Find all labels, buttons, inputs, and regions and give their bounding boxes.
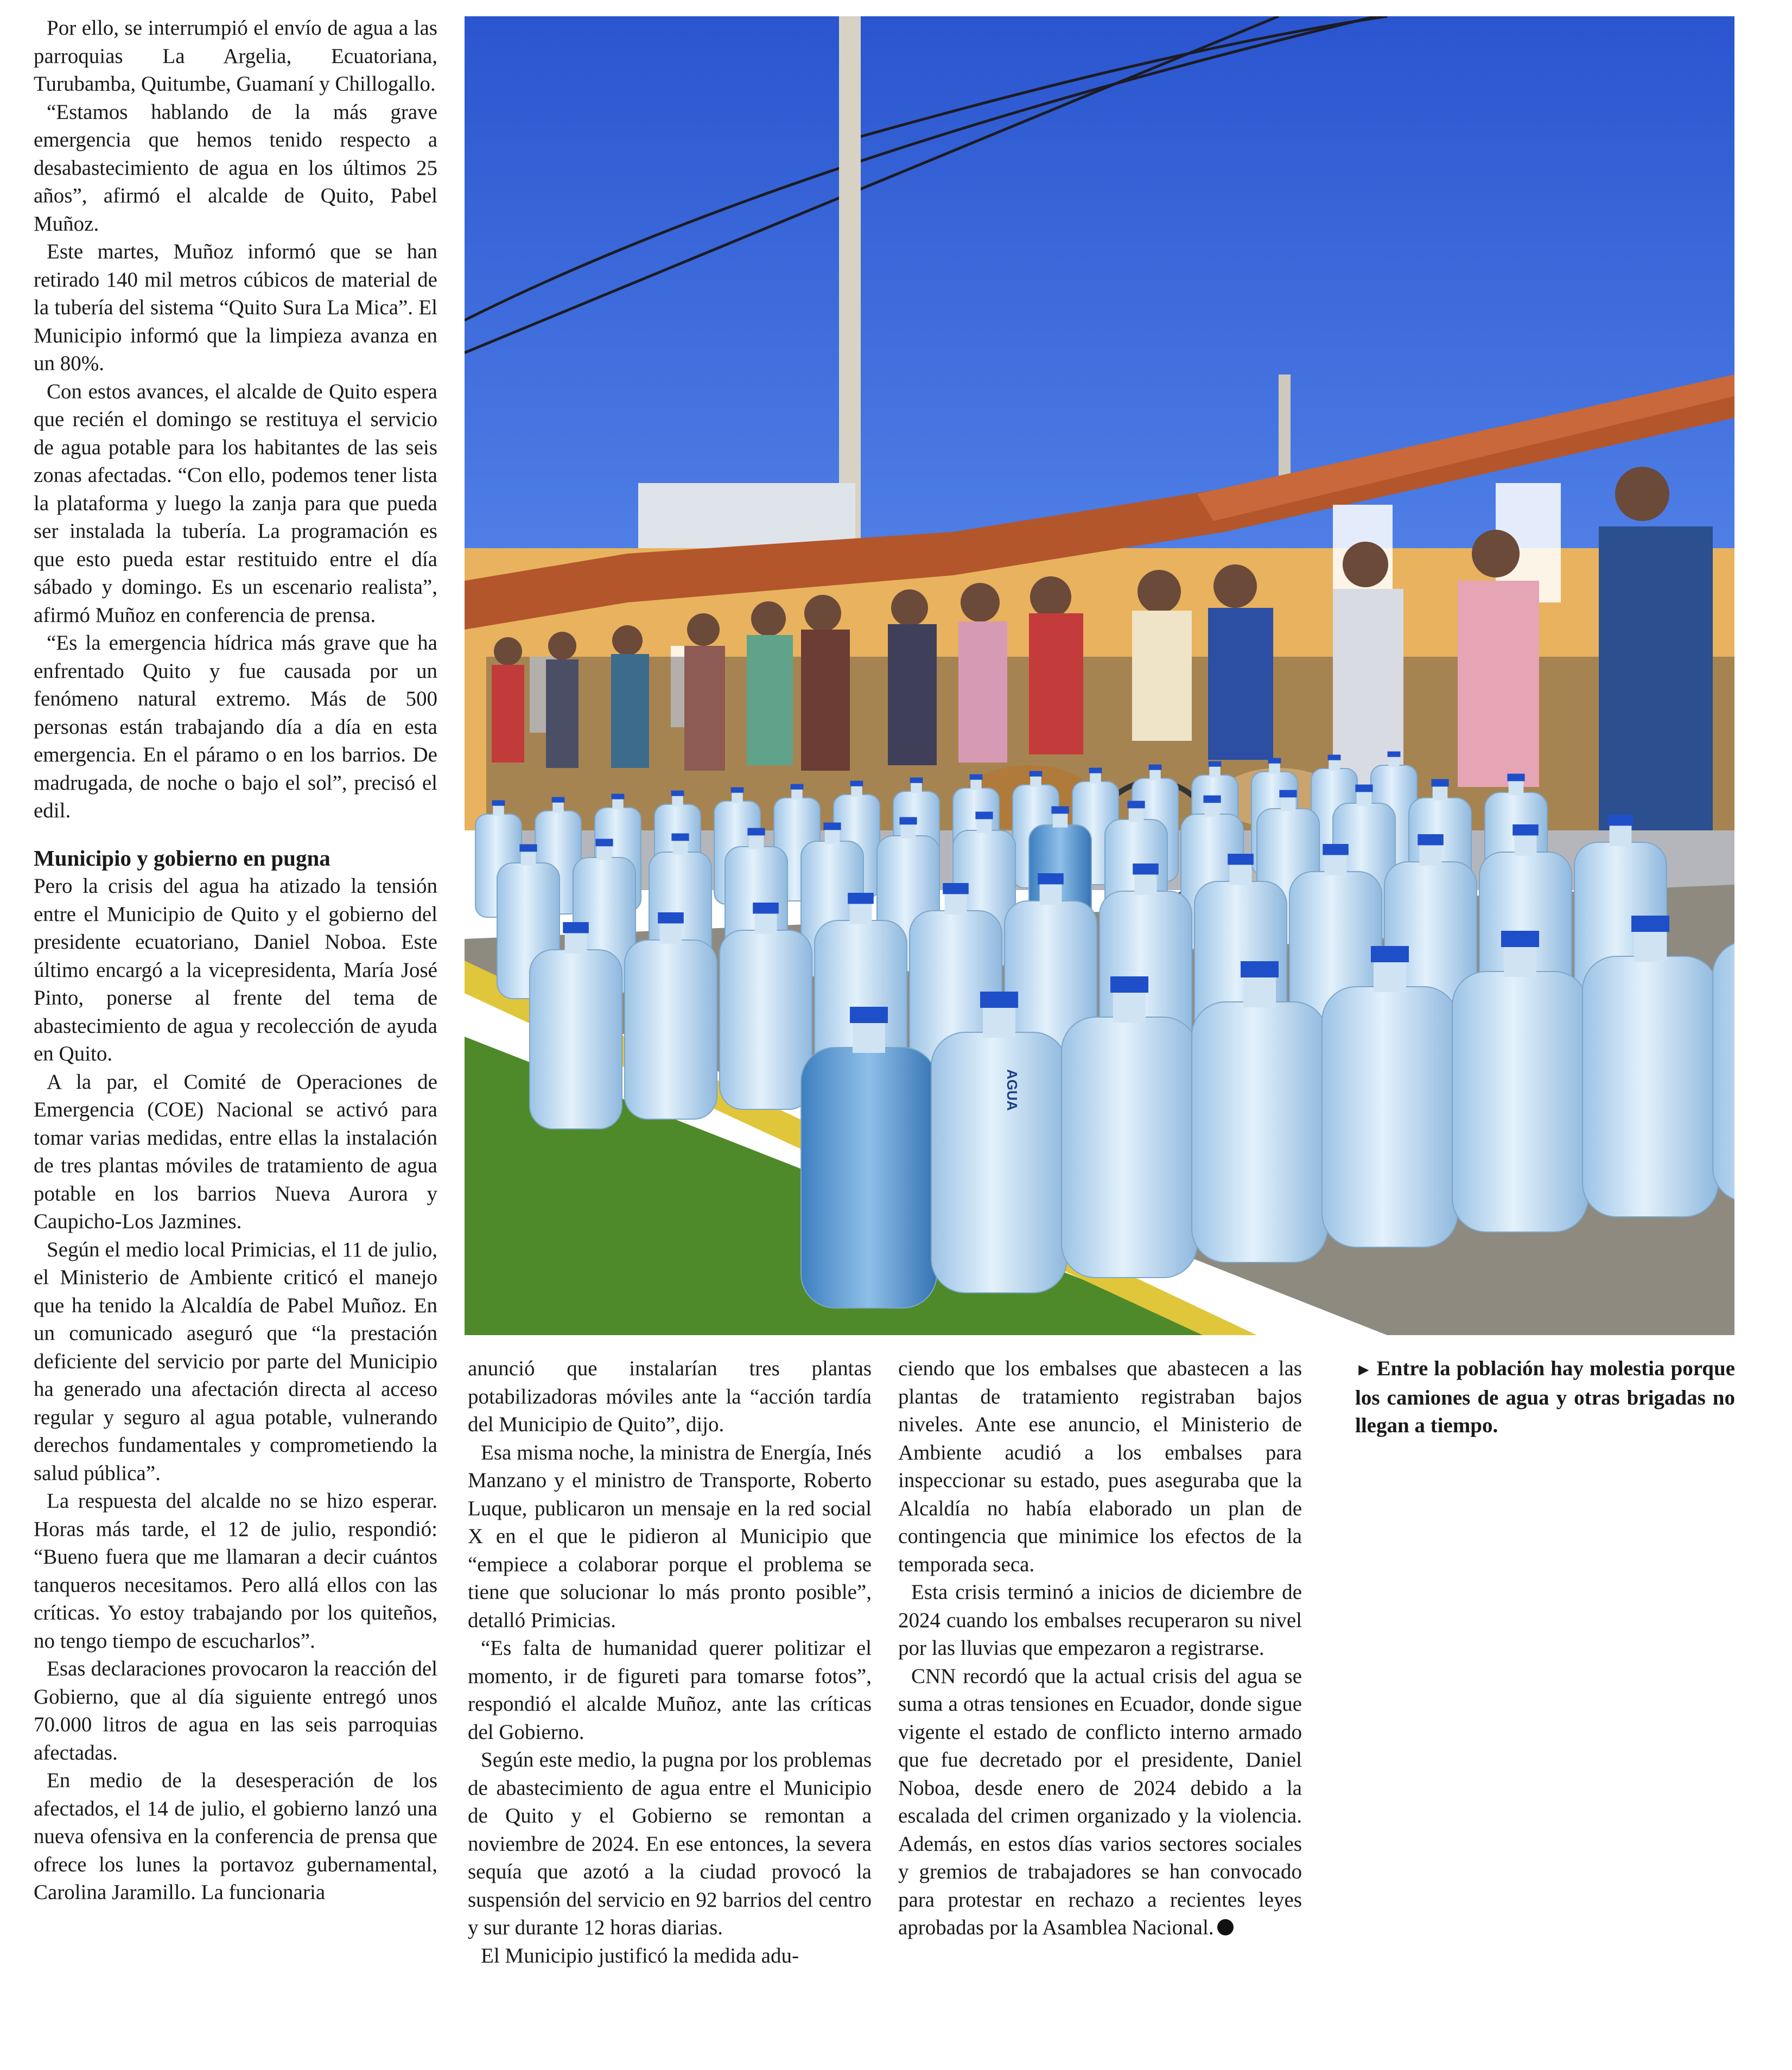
- paragraph: “Es la emergencia hídrica más grave que ha enfrentado Quito y fue causada por un fenómeno natural extremo. Más de 500 personas están trabajando día a día en esta emergencia. En el páramo o en los barrios. De madrugada, de noche o bajo el sol”, precisó el edil.: [34, 631, 437, 822]
- paragraph: Según el medio local Primicias, el 11 de julio, el Ministerio de Ambiente criticó el manejo que ha tenido la Alcaldía de Pabel Muñoz. En un comunicado aseguró que “la prestación deficiente del servicio por parte del Municipio ha generado una afectación directa al acceso regular y seguro al agua potable, vulnerando derechos fundamentales y comprometiendo la salud pública”.: [34, 1237, 437, 1485]
- paragraph: Esa misma noche, la ministra de Energía, Inés Manzano y el ministro de Transporte, Roberto Luque, publicaron un mensaje en la red social X en el que le pidieron al Municipio que “empiece a colaborar porque el problema se tiene que solucionar lo más pronto posible”, detalló Primicias.: [468, 1440, 872, 1632]
- water-bottle: [1452, 931, 1588, 1232]
- water-bottle: [1583, 916, 1718, 1217]
- paragraph-text: CNN recordó que la actual crisis del agua se suma a otras tensiones en Ecuador, donde sigue vigente el estado de conflicto interno armado que fue decretado por el presidente, Daniel Noboa, desde enero de 2024 debido a la escalada del crimen organizado y la violencia. Además, en estos días varios sectores sociales y gremios de trabajadores se han convocado para protestar en rechazo a recientes leyes aprobadas por la Asamblea Nacional.: [898, 1664, 1302, 1939]
- caption-text: Entre la población hay molestia porque los camiones de agua y otras brigadas no llegan a tiempo.: [1355, 1357, 1735, 1437]
- water-bottle: [801, 1007, 937, 1308]
- water-bottle: [625, 912, 717, 1119]
- paragraph: Esta crisis terminó a inicios de diciembre de 2024 cuando los embalses recuperaron su nivel por las lluvias que empezaron a registrarse.: [898, 1580, 1302, 1660]
- paragraph: [898, 1662, 1302, 1942]
- paragraph: A la par, el Comité de Operaciones de Emergencia (COE) Nacional se activó para tomar varias medidas, entre ellas la instalación de tres plantas móviles de tratamiento de agua potable en los barrios Nueva Aurora y Caupicho-Los Jazmines.: [34, 1070, 437, 1233]
- paragraph: En medio de la desesperación de los afectados, el 14 de julio, el gobierno lanzó una nueva ofensiva en la conferencia de prensa que ofrece los lunes la portavoz gubernamental, Carolina Jaramillo. La funcionaria: [34, 1769, 437, 1904]
- paragraph: “Estamos hablando de la más grave emergencia que hemos tenido respecto a desabastecimiento de agua en los últimos 25 años”, afirmó el alcalde de Quito, Pabel Muñoz.: [34, 100, 437, 236]
- paragraph: anunció que instalarían tres plantas potabilizadoras móviles ante la “acción tardía del Municipio de Quito”, dijo.: [468, 1357, 872, 1436]
- paragraph: “Es falta de humanidad querer politizar el momento, ir de figureti para tomarse fotos”, respondió el alcalde Muñoz, ante las críticas del Gobierno.: [468, 1636, 872, 1744]
- water-bottle: [720, 903, 812, 1109]
- bottle-label: AGUA: [1004, 1069, 1020, 1111]
- paragraph: La respuesta del alcalde no se hizo esperar. Horas más tarde, el 12 de julio, respondió: “Bueno fuera que me llamaran a decir cuántos tanqueros necesitamos. Pero allá ellos con las críticas. Yo estoy trabajando por los quiteños, no tengo tiempo de escucharlos”.: [34, 1489, 437, 1653]
- paragraph: Con estos avances, el alcalde de Quito espera que recién el domingo se restituya el servicio de agua potable para los habitantes de las seis zonas afectadas. “Con ello, podemos tener lista la plataforma y luego la zanja para que pueda ser instalada la tubería. La programación es que esto pueda estar restituido entre el día sábado y domingo. Es un escenario realista”, afirmó Muñoz en conferencia de prensa.: [34, 379, 437, 627]
- paragraph: Este martes, Muñoz informó que se han retirado 140 mil metros cúbicos de material de la tubería del sistema “Quito Sura La Mica”. El Municipio informó que la limpieza avanza en un 80%.: [34, 240, 437, 375]
- paragraph: ciendo que los embalses que abastecen a las plantas de tratamiento registraban bajos niveles. Ante ese anuncio, el Ministerio de Ambiente acudió a los embalses para inspeccionar su estado, pues aseguraba que la Alcaldía no había elaborado un plan de contingencia que minimice los efectos de la temporada seca.: [898, 1357, 1302, 1576]
- photo-water-bottles-queue: [465, 16, 1734, 1335]
- water-bottle: [1192, 961, 1327, 1262]
- article-column-middle: [468, 1355, 872, 1970]
- end-of-article-bullet-icon: [1217, 1919, 1234, 1935]
- paragraph: Esas declaraciones provocaron la reacción del Gobierno, que al día siguiente entregó unos 70.000 litros de agua en las seis parroquias afectadas.: [34, 1657, 437, 1764]
- paragraph: El Municipio justificó la medida adu-: [481, 1944, 799, 1967]
- sky: [465, 16, 1734, 559]
- section-subhead: Municipio y gobierno en pugna: [34, 845, 331, 871]
- paragraph: Por ello, se interrumpió el envío de agua a las parroquias La Argelia, Ecuatoriana, Turubamba, Quitumbe, Guamaní y Chillogallo.: [34, 16, 437, 96]
- water-bottle: [1322, 946, 1458, 1247]
- caption-arrow-icon: ►: [1355, 1360, 1372, 1379]
- article-column-left: [34, 14, 437, 1907]
- paragraph: Pero la crisis del agua ha atizado la tensión entre el Municipio de Quito y el gobierno del presidente ecuatoriano, Daniel Noboa. Este último encargó a la vicepresidenta, María José Pinto, ponerse al frente del tema de abastecimiento de agua y recolección de ayuda en Quito.: [34, 874, 437, 1065]
- article-column-right: [898, 1355, 1302, 1942]
- article-photo: [465, 16, 1734, 1335]
- water-bottle: [931, 992, 1067, 1293]
- paragraph: Según este medio, la pugna por los problemas de abastecimiento de agua entre el Municipio de Quito y el Gobierno se remontan a noviembre de 2024. En ese entonces, la severa sequía que azotó a la ciudad provocó la suspensión del servicio en 92 barrios del centro y sur durante 12 horas diarias.: [468, 1748, 872, 1939]
- water-bottle: [1062, 976, 1197, 1278]
- water-bottle: [530, 922, 622, 1129]
- photo-caption: [1355, 1355, 1735, 1440]
